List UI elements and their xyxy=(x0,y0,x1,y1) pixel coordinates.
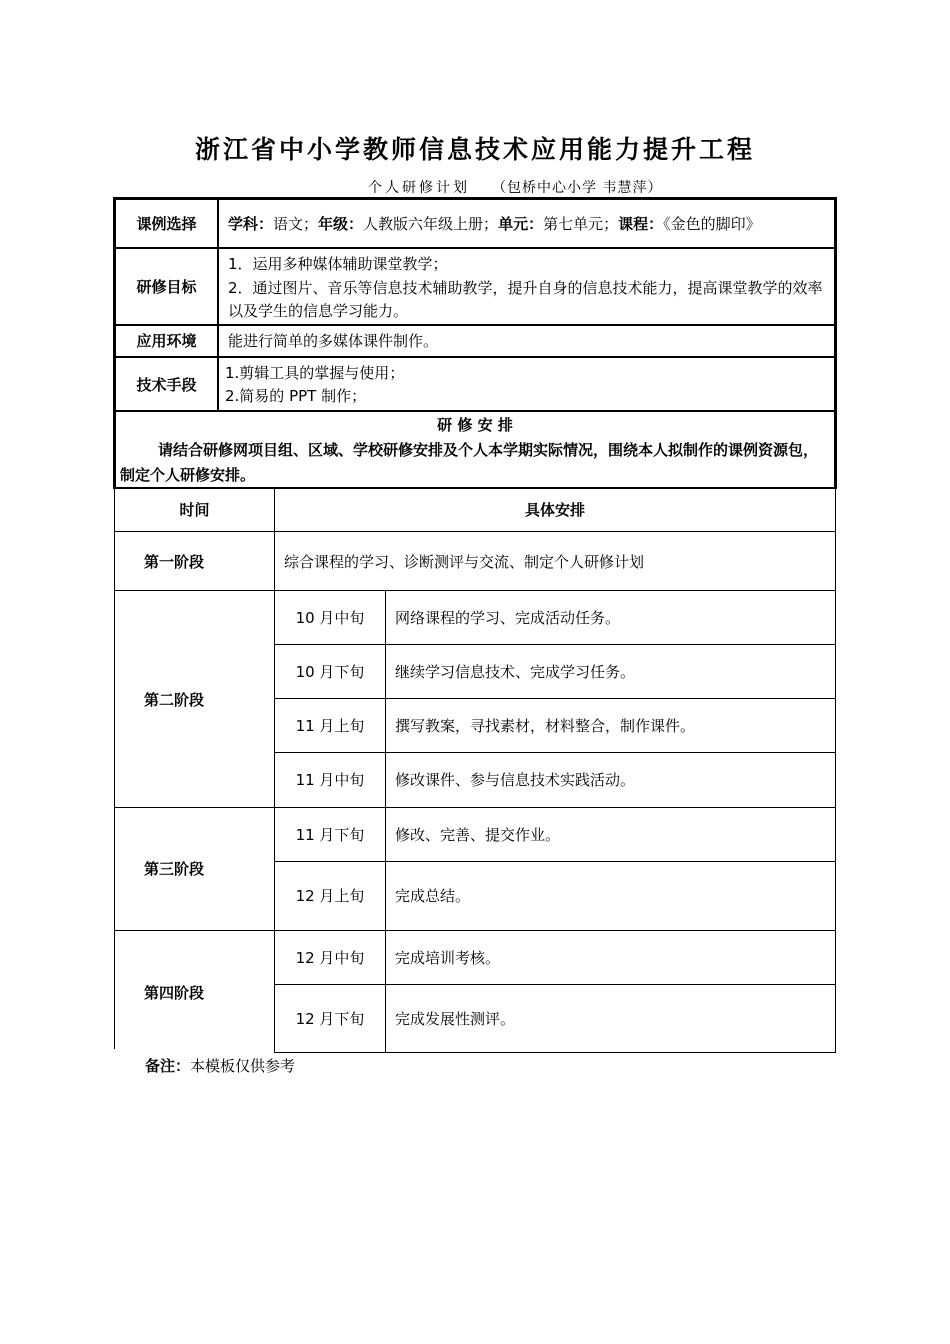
col-detail-header: 具体安排 xyxy=(524,501,585,519)
info-border-top xyxy=(113,197,837,200)
stage-name: 第一阶段 xyxy=(144,553,205,571)
schedule-text: 撰写教案，寻找素材，材料整合，制作课件。 xyxy=(395,717,696,735)
info-row-line xyxy=(113,356,837,358)
schedule-time: 12 月中旬 xyxy=(295,949,365,967)
stage-name: 第三阶段 xyxy=(144,860,205,878)
sched-subrow-line xyxy=(274,861,836,862)
unit-value: 第七单元； xyxy=(543,215,619,233)
schedule-time: 11 月下旬 xyxy=(295,826,365,844)
sched-subrow-line xyxy=(274,698,836,699)
schedule-time: 11 月上旬 xyxy=(295,717,365,735)
grade-label: 年级： xyxy=(318,215,364,233)
sched-border-bottom xyxy=(274,1052,836,1053)
schedule-time: 12 月上旬 xyxy=(295,887,365,905)
stage-text: 综合课程的学习、诊断测评与交流、制定个人研修计划 xyxy=(284,553,645,571)
schedule-time: 10 月中旬 xyxy=(295,609,365,627)
sched-subrow-line xyxy=(274,752,836,753)
schedule-text: 继续学习信息技术、完成学习任务。 xyxy=(395,663,636,681)
schedule-time: 12 月下旬 xyxy=(295,1010,365,1028)
subject-label: 学科： xyxy=(228,215,274,233)
document-subtitle xyxy=(368,177,662,197)
schedule-time: 10 月下旬 xyxy=(295,663,365,681)
sched-border-left xyxy=(114,487,115,1049)
schedule-text: 完成总结。 xyxy=(395,887,471,905)
sched-row-line xyxy=(114,930,836,931)
goal-item: 1．运用多种媒体辅助课堂教学； xyxy=(228,255,448,273)
footer-note xyxy=(145,1055,295,1076)
info-border-right xyxy=(834,197,837,487)
sched-border-top xyxy=(113,487,837,489)
env-label: 应用环境 xyxy=(136,332,197,350)
course-label: 课例选择 xyxy=(136,215,197,233)
subject-value: 语文； xyxy=(273,215,319,233)
stage-name: 第四阶段 xyxy=(144,984,205,1002)
unit-label: 单元： xyxy=(498,215,544,233)
goal-label: 研修目标 xyxy=(136,278,197,296)
sched-row-line xyxy=(114,590,836,591)
env-value: 能进行简单的多媒体课件制作。 xyxy=(228,332,439,350)
subtitle-text: 个人研修计划 xyxy=(368,180,470,196)
sched-row-line xyxy=(114,531,836,532)
schedule-text: 修改课件、参与信息技术实践活动。 xyxy=(395,771,636,789)
tech-label: 技术手段 xyxy=(136,376,197,394)
footer-label: 备注： xyxy=(145,1057,191,1075)
tech-item: 1.剪辑工具的掌握与使用； xyxy=(225,364,405,382)
grade-value: 人教版六年级上册； xyxy=(363,215,499,233)
info-row-line xyxy=(113,324,837,326)
document-title: 浙江省中小学教师信息技术应用能力提升工程 xyxy=(194,135,755,164)
sched-row-line xyxy=(114,807,836,808)
author-text: （包桥中心小学 韦慧萍） xyxy=(492,180,663,196)
schedule-text: 完成培训考核。 xyxy=(395,949,501,967)
schedule-intro: 请结合研修网项目组、区域、学校研修安排及个人本学期实际情况，围绕本人拟制作的课例资源包，制定个人研修安排。 xyxy=(120,441,819,484)
schedule-text: 完成发展性测评。 xyxy=(395,1010,516,1028)
sched-col-line xyxy=(385,590,386,1053)
info-col-line xyxy=(217,199,219,410)
schedule-text: 网络课程的学习、完成活动任务。 xyxy=(395,609,621,627)
goal-item: 2．通过图片、音乐等信息技术辅助教学，提升自身的信息技术能力，提高课堂教学的效率以及学生的信息学习能力。 xyxy=(228,279,823,320)
stage-name: 第二阶段 xyxy=(144,691,205,709)
sched-border-right xyxy=(835,487,836,1053)
footer-text: 本模板仅供参考 xyxy=(190,1057,296,1075)
lesson-value: 《金色的脚印》 xyxy=(663,215,761,233)
sched-subrow-line xyxy=(274,644,836,645)
col-time-header: 时间 xyxy=(179,501,210,519)
course-value xyxy=(228,213,832,235)
schedule-text: 修改、完善、提交作业。 xyxy=(395,826,561,844)
schedule-time: 11 月中旬 xyxy=(295,771,365,789)
sched-subrow-line xyxy=(274,984,836,985)
tech-item: 2.简易的 PPT 制作； xyxy=(225,387,367,405)
info-row-line xyxy=(113,247,837,249)
info-row-line xyxy=(113,410,837,412)
lesson-label: 课程： xyxy=(618,215,664,233)
schedule-heading: 研 修 安 排 xyxy=(437,416,513,434)
